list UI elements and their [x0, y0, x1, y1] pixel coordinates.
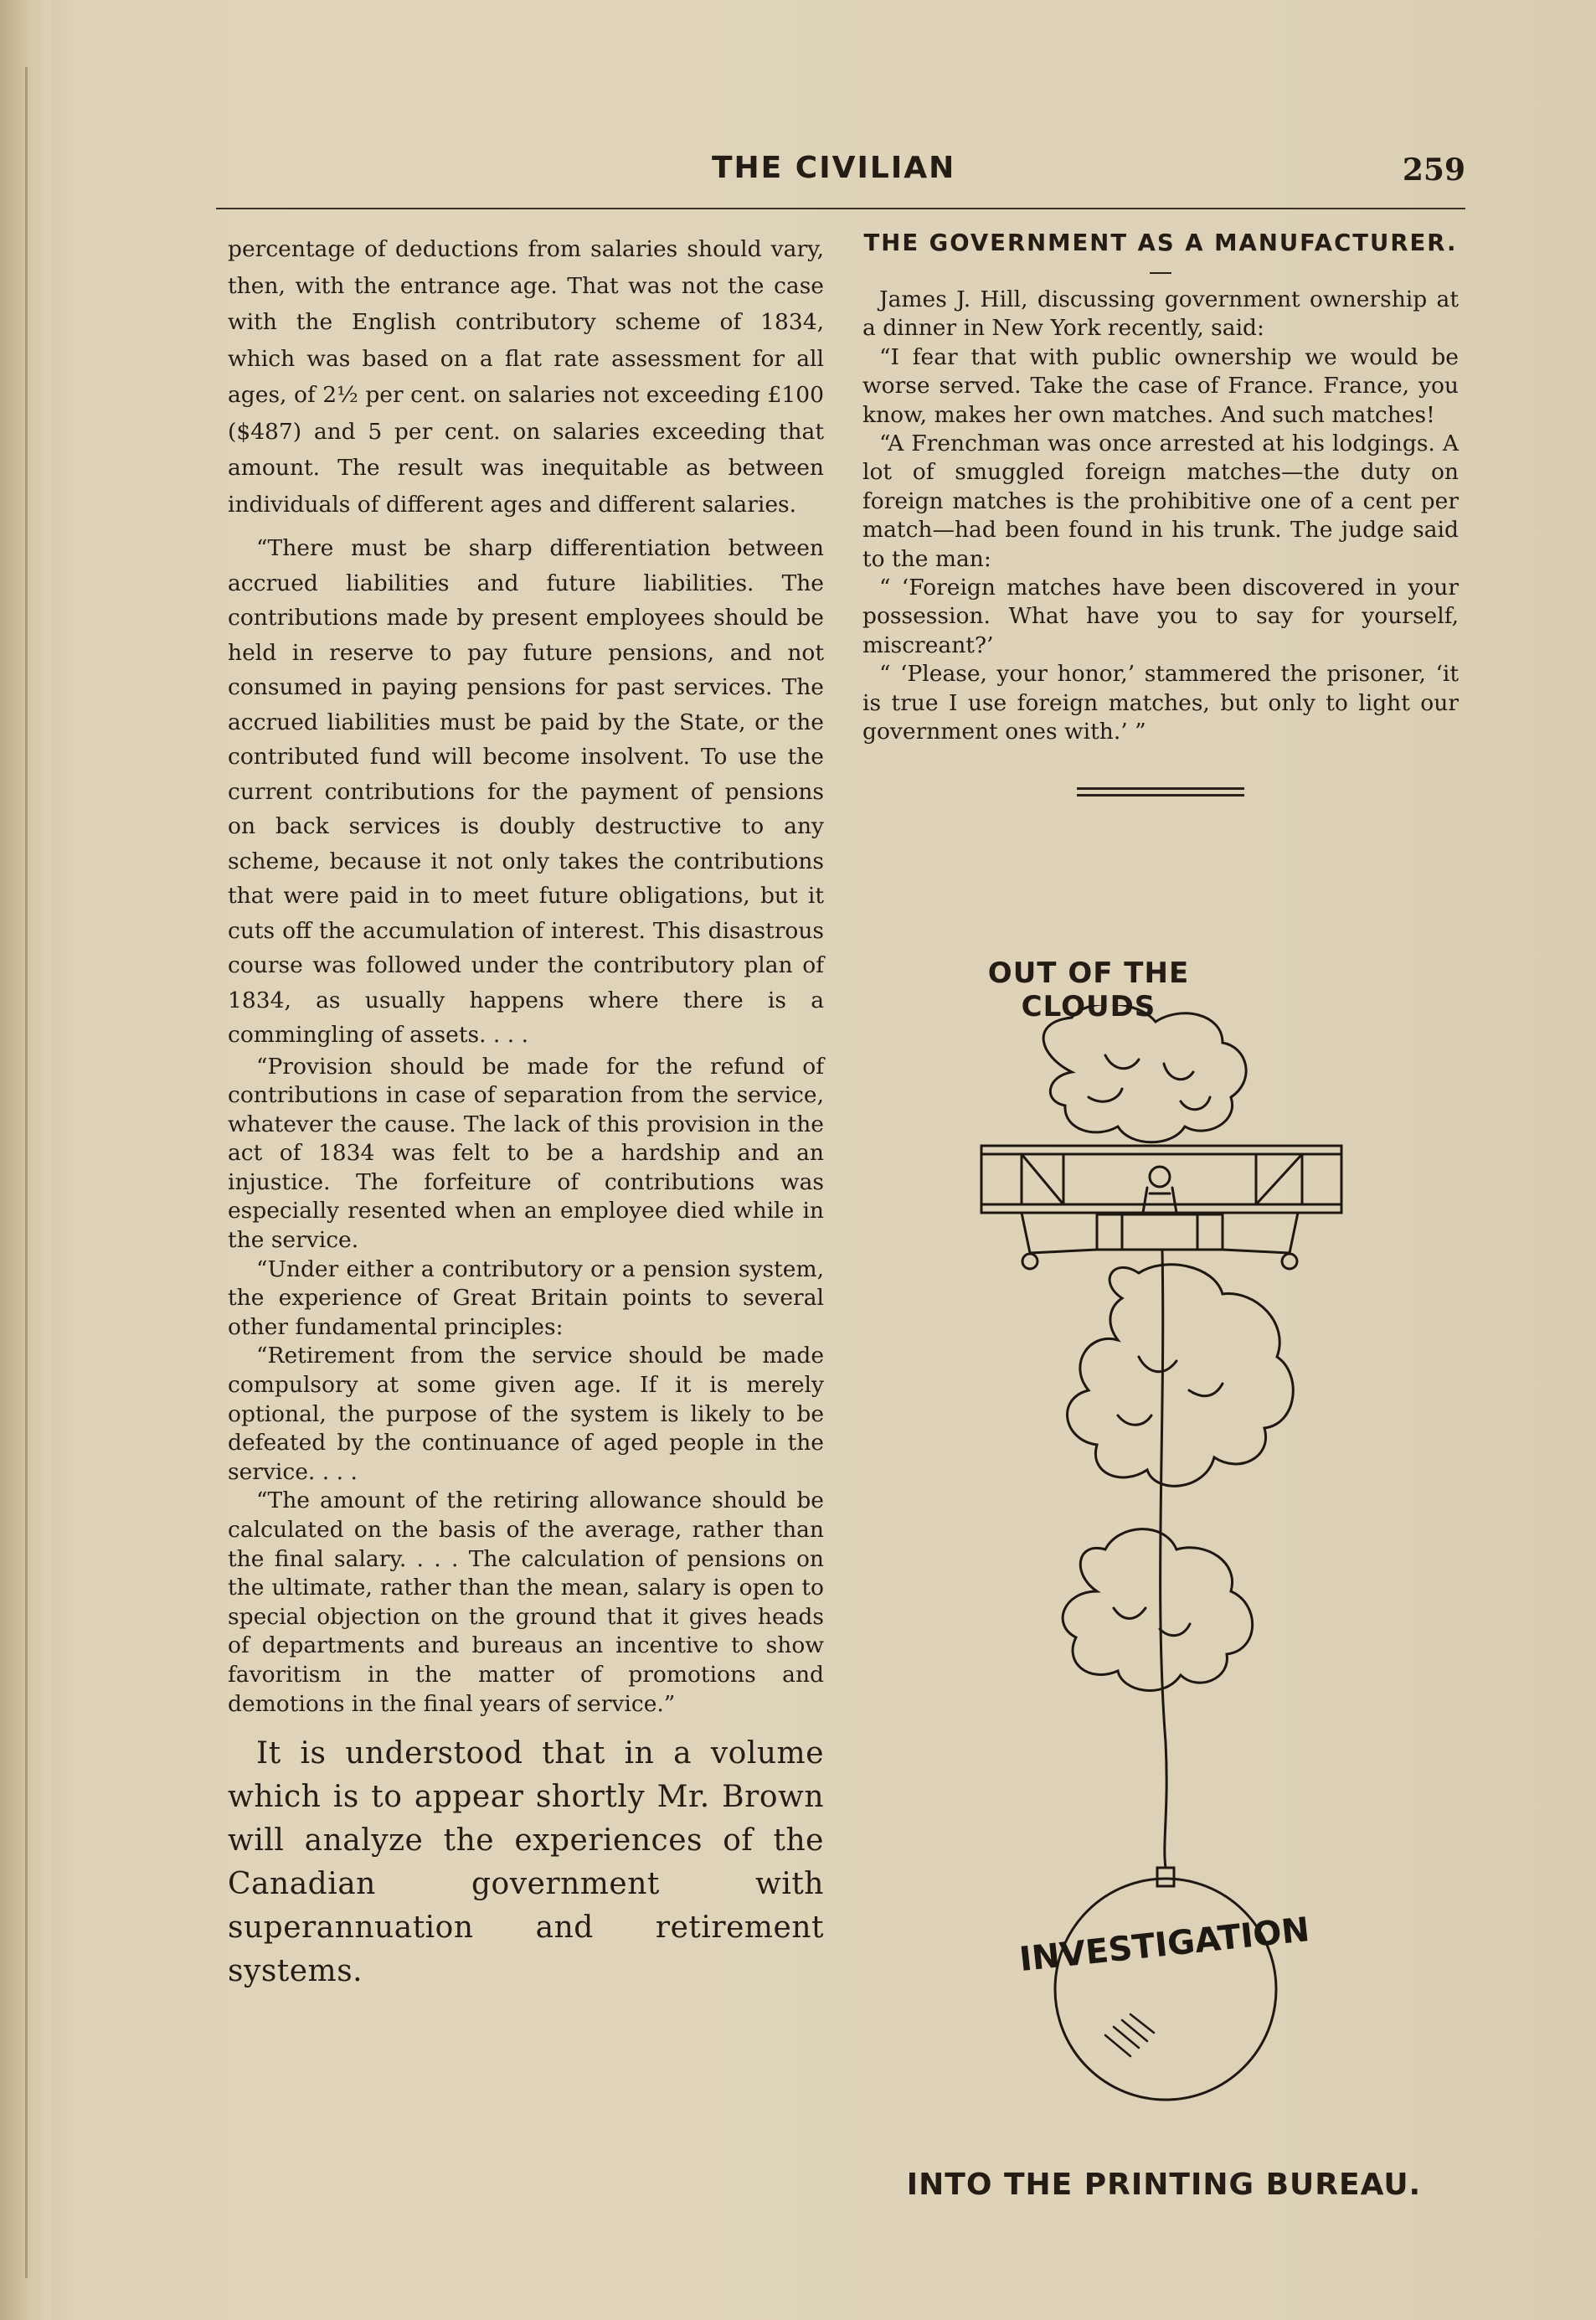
body-paragraph: James J. Hill, discussing government ownership at a dinner in New York recently, said:	[862, 286, 1459, 342]
balloon-neck	[1157, 1868, 1174, 1886]
lower-cloud	[1063, 1265, 1293, 1691]
cartoon-title: OUT OF THE CLOUDS	[987, 956, 1190, 1023]
cartoon-illustration	[971, 1005, 1357, 2161]
body-paragraph: “A Frenchman was once arrested at his lodgings. A lot of smuggled foreign matches—the duty on foreign matches is the prohibitive one of a cent per match—had been found in his trunk. The judge said to the man:	[862, 430, 1459, 572]
left-column	[228, 231, 824, 1993]
cartoon-caption: INTO THE PRINTING BUREAU.	[906, 2168, 1422, 2202]
closing-paragraph: It is understood that in a volume which is to appear shortly Mr. Brown will analyze the experiences of the Canadian government with superannuation and retirement systems.	[228, 1736, 824, 1989]
body-paragraph: “Provision should be made for the refund of contributions in case of separation from the service, whatever the cause. The lack of this provision in the act of 1834 was felt to be a hardship and an injustice. The forfeiture of contributions was especially resented when an employee died while in the service.	[228, 1053, 824, 1254]
balloon-shading	[1105, 2014, 1154, 2056]
body-paragraph: “ ‘Foreign matches have been discovered in your possession. What have you to say for yourself, miscreant?’	[862, 575, 1459, 658]
page-number: 259	[1402, 152, 1465, 188]
balloon-rope	[1161, 1250, 1167, 1868]
right-column	[862, 229, 1459, 801]
balloon-label: INVESTIGATION	[1017, 1910, 1312, 1980]
header-rule	[216, 208, 1465, 209]
article-heading: THE GOVERNMENT AS A MANUFACTURER.	[863, 229, 1458, 256]
heading-dash	[1150, 272, 1171, 274]
page-binding	[0, 0, 52, 2320]
upper-cloud	[1043, 1005, 1246, 1142]
page-header	[218, 147, 1465, 198]
section-divider	[1077, 787, 1244, 797]
binding-fold	[25, 67, 28, 2278]
body-paragraph: “ ‘Please, your honor,’ stammered the prisoner, ‘it is true I use foreign matches, but only to light our government ones with.’ ”	[862, 661, 1459, 745]
investigation-balloon	[1055, 1879, 1276, 2100]
body-paragraph: “Retirement from the service should be made compulsory at some given age. If it is merely optional, the purpose of the system is likely to be defeated by the continuance of aged people in the service. . . .	[228, 1343, 824, 1485]
body-paragraph: percentage of deductions from salaries should vary, then, with the entrance age. That was not the case with the English contributory scheme of 1834, which was based on a flat rate assessment for all ages, of 2½ per cent. on salaries not exceeding £100 ($487) and 5 per cent. on salaries exceeding that amount. The result was inequitable as between individuals of different ages and different salaries.	[228, 236, 824, 518]
running-title: THE CIVILIAN	[712, 151, 956, 185]
body-paragraph: “Under either a contributory or a pension system, the experience of Great Britain points to several other fundamental principles:	[228, 1255, 824, 1340]
body-paragraph: “There must be sharp differentiation between accrued liabilities and future liabilities. The contributions made by present employees should be held in reserve to pay future pensions, and not consumed in paying pensions for past services. The accrued liabilities must be paid by the State, or the contributed fund will become insolvent. To use the current contributions for the payment of pensions on back services is doubly destructive to any scheme, because it not only takes the contributions that were paid in to meet future obligations, but it cuts off the accumulation of interest. This disastrous course was followed under the contributory plan of 1834, as usually happens where there is a commingling of assets. . . .	[228, 535, 824, 1048]
body-paragraph: “The amount of the retiring allowance should be calculated on the basis of the average, rather than the final salary. . . . The calculation of pensions on the ultimate, rather than the mean, salary is open to special objection on the ground that it gives heads of departments and bureaus an incentive to show favoritism in the matter of promotions and demotions in the final years of service.”	[228, 1487, 824, 1717]
body-paragraph: “I fear that with public ownership we would be worse served. Take the case of France. France, you know, makes her own matches. And such matches!	[862, 343, 1459, 428]
